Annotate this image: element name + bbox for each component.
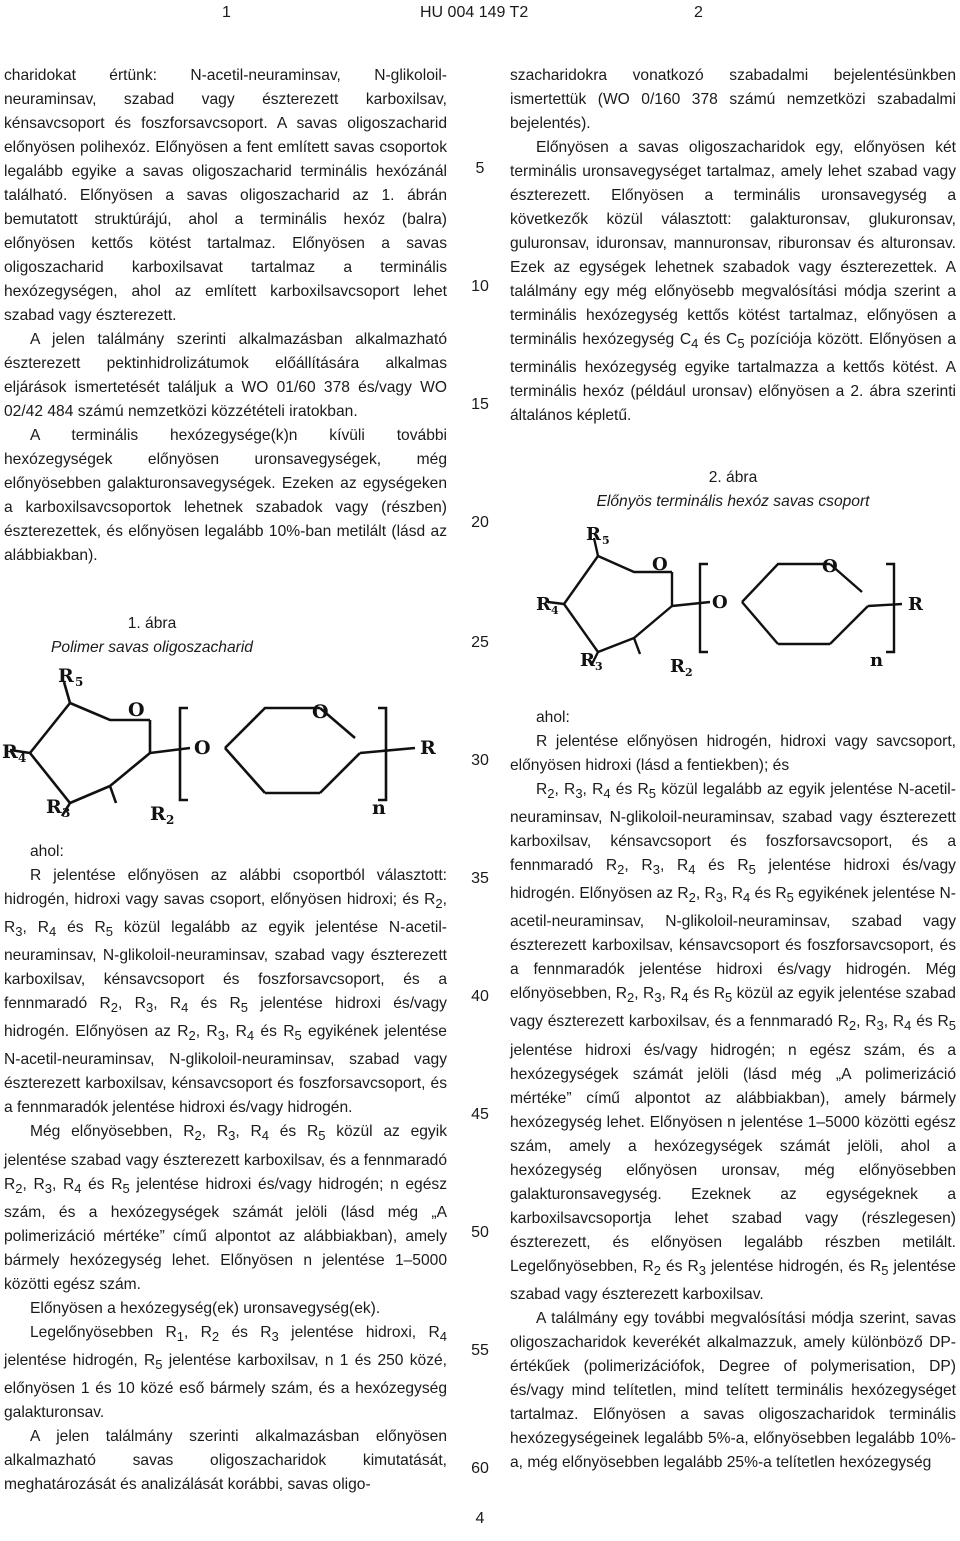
fig1-r2-subscript: 2 <box>166 813 175 827</box>
line-number-50: 50 <box>471 1224 489 1241</box>
line-number-35: 35 <box>471 870 489 887</box>
left-paragraph-4: R jelentése előnyösen az alábbi csoportból választott: hidrogén, hidroxi vagy savas csoport, előnyösen hidroxi; és $R_2$, $R_3$, $R_4$ és $R_5$ közül legalább az egyik jelentése N-acetil-neuraminsav, N-glikoloil-neuraminsav, szabad vagy észterezett karboxilsav, kénsavcsoport és foszforsavcsoport, és a fennmaradó $R_2$, $R_3$, $R_4$ és $R_5$ jelentése hidroxi és/vagy hidrogén. Előnyösen az $R_2$, $R_3$, $R_4$ és $R_5$ egyikének jelentése N-acetil-neuraminsav, N-glikoloil-neuraminsav, szabad vagy észterezett karboxilsav, kénsavcsoport és foszforsavcsoport, és a fennmaradók jelentése hidroxi és/vagy hidrogén. <box>4 867 447 1117</box>
fig2-r2-subscript: 2 <box>685 666 693 679</box>
line-number-30: 30 <box>471 752 489 769</box>
line-number-60: 60 <box>471 1460 489 1477</box>
fig2-ring-oxygen-1: O <box>652 554 668 575</box>
right-paragraph-3: R jelentése előnyösen hidrogén, hidroxi vagy savcsoport, előnyösen hidroxi (lásd a fentiekben); és <box>510 733 956 774</box>
figure-1-title: Polimer savas oligoszacharid <box>51 639 253 656</box>
figure-1-caption <box>4 612 300 660</box>
fig1-r2-label: R <box>150 803 166 825</box>
left-paragraph-3: A terminális hexózegysége(k)n kívüli további hexózegységek előnyösen uronsavegységek, még előnyösebben galakturonsavegységek. Ezeken az egységeken a karboxilsavcsoportok lehetnek szabadok vagy (részben) észterezettek, és előnyösen legalább 10%-ban metilált (lásd az alábbiakban). <box>4 427 447 564</box>
fig1-r4-label: R <box>2 741 18 763</box>
figure-2-title: Előnyös terminális hexóz savas csoport <box>596 493 870 510</box>
right-paragraph-5: A találmány egy további megvalósítási módja szerint, savas oligoszacharidok keverékét alkalmazzuk, amely különböző DP-értékűek (polimerizációfok, Degree of polymerisation, DP) és/vagy mind telítetlen, mind telített terminális hexózegységet tartalmaz. Előnyösen a savas oligoszacharidok terminális hexózegységeinek legalább 5%-a, előnyösebben legalább 10%-a, még előnyösebben legalább 25%-a telítetlen hexózegység <box>510 1309 956 1471</box>
header-document-number: HU 004 149 T2 <box>420 4 529 21</box>
fig2-r5-subscript: 5 <box>602 534 610 547</box>
right-ahol: ahol: <box>536 709 570 726</box>
line-number-55: 55 <box>471 1342 489 1359</box>
left-paragraph-5: Még előnyösebben, $R_2$, $R_3$, $R_4$ és $R_5$ közül az egyik jelentése szabad vagy észterezett karboxilsav, és a fennmaradó $R_2$, $R_3$, $R_4$ és $R_5$ jelentése hidroxi és/vagy hidrogén; n egész szám, és a hexózegységek számát jelöli (lásd még „A polimerizáció mértéke” című alpontot az alábbiakban), amely bármely hexózegység lehet. Előnyösen n jelentése 1–5000 közötti egész szám. <box>4 1123 448 1293</box>
fig1-ring-oxygen-1: O <box>128 699 145 721</box>
fig1-ring-oxygen-2: O <box>312 701 329 723</box>
fig2-r3-subscript: 3 <box>595 660 603 673</box>
left-ahol: ahol: <box>30 843 64 860</box>
fig2-r3-label: R <box>580 650 595 671</box>
header-left-page-number: 1 <box>222 4 231 21</box>
fig2-ring-oxygen-2: O <box>822 556 838 577</box>
left-paragraph-6: Előnyösen a hexózegység(ek) uronsavegység(ek). <box>30 1299 381 1317</box>
header-right-page-number: 2 <box>694 4 703 21</box>
left-paragraph-1: charidokat értünk: N-acetil-neuraminsav, N-glikoloil-neuraminsav, szabad vagy észterezett karboxilsav, kénsavcsoport és foszforsavcsoport. A savas oligoszacharid előnyösen polihexóz. Előnyösen a fent említett savas csoportok legalább egyike a savas oligoszacharid terminális hexózánál található. Előnyösen a savas oligoszacharid az 1. ábrán bemutatott struktúrájú, ahol a terminális hexóz (balra) előnyösen kettős kötést tartalmaz. Előnyösen a savas oligoszacharid karboxilsavat tartalmaz a terminális hexózegységen, ahol az említett karboxilsavcsoport lehet szabad vagy észterezett. <box>4 67 447 324</box>
figure-1-structure <box>0 668 440 833</box>
fig1-r-label: R <box>420 737 436 759</box>
left-paragraph-8: A jelen találmány szerinti alkalmazásban előnyösen alkalmazható savas oligoszacharidok kimutatását, meghatározását és analizálását korábbi, savas oligo- <box>4 1427 447 1493</box>
figure-2-number: 2. ábra <box>708 469 758 486</box>
right-paragraph-1: szacharidokra vonatkozó szabadalmi bejelentésünkben ismertettük (WO 0/160 378 számú nemzetközi szabadalmi bejelentés). <box>510 67 956 132</box>
fig2-bridge-oxygen: O <box>712 592 728 613</box>
fig1-r3-subscript: 3 <box>62 806 71 820</box>
line-number-25: 25 <box>471 634 489 651</box>
fig2-r2-label: R <box>670 656 685 677</box>
left-column <box>4 64 447 568</box>
line-number-10: 10 <box>471 278 489 295</box>
fig1-r5-label: R <box>58 668 74 687</box>
fig2-r4-label: R <box>536 594 551 615</box>
right-paragraph-4: $R_2$, $R_3$, $R_4$ és $R_5$ közül legalább az egyik jelentése N-acetil-neuraminsav, N-glikoloil-neuraminsav, szabad vagy észterezett karboxilsav, kénsavcsoport és foszforsavcsoport, és a fennmaradó $R_2$, $R_3$, $R_4$ és $R_5$ jelentése hidroxi és/vagy hidrogén. Előnyösen az $R_2$, $R_3$, $R_4$ és $R_5$ egyikének jelentése N-acetil-neuraminsav, N-glikoloil-neuraminsav, szabad vagy észterezett karboxilsav, kénsavcsoport és foszforsavcsoport, és a fennmaradók jelentése hidroxi és/vagy hidrogén. Még előnyösebben, $R_2$, $R_3$, $R_4$ és $R_5$ közül az egyik jelentése szabad vagy észterezett karboxilsav, és a fennmaradó $R_2$, $R_3$, $R_4$ és $R_5$ jelentése hidroxi és/vagy hidrogén; n egész szám, és a hexózegységek számát jelöli (lásd még „A polimerizáció mértéke” című alpontot az alábbiakban), amely bármely hexózegység lehet. Előnyösen n jelentése 1–5000 közötti egész szám, amely a hexózegységek számát jelöli, ahol a hexózegység előnyösen uronsav, még előnyösebben galakturonsavegység. Ezeknek az egységeknek a karboxilsavcsoportja lehet szabad vagy (részlegesen) észterezett, és előnyösen legalább részben metilált. Legelőnyösebben, $R_2$ és $R_3$ jelentése hidrogén, és $R_5$ jelentése szabad vagy észterezett karboxilsav. <box>510 781 956 1303</box>
line-number-5: 5 <box>475 160 485 177</box>
figure-2-structure <box>536 526 946 686</box>
fig2-r-label: R <box>908 594 923 615</box>
left-paragraph-2: A jelen találmány szerinti alkalmazásban alkalmazható észterezett pektinhidrolizátumok előállítására alkalmas eljárások ismertetését találjuk a WO 01/60 378 és/vagy WO 02/42 484 számú nemzetközi közzétételi iratokban. <box>4 331 447 420</box>
fig2-r5-label: R <box>586 526 601 545</box>
line-number-45: 45 <box>471 1106 489 1123</box>
line-number-20: 20 <box>471 514 489 531</box>
fig1-r4-subscript: 4 <box>18 751 27 765</box>
fig2-r4-subscript: 4 <box>551 604 559 617</box>
fig2-n-label: n <box>870 650 884 671</box>
line-number-40: 40 <box>471 988 489 1005</box>
right-column <box>510 64 956 428</box>
fig1-r5-subscript: 5 <box>75 675 84 689</box>
fig1-bridge-oxygen: O <box>194 737 211 759</box>
figure-1-number: 1. ábra <box>127 615 177 632</box>
right-paragraph-2: Előnyösen a savas oligoszacharidok egy, előnyösen két terminális uronsavegységet tartalmaz, amely lehet szabad vagy észterezett. Előnyösen a terminális uronsavegység a következők közül választott: galakturonsav, glukuronsav, guluronsav, iduronsav, mannuronsav, riburonsav és alturonsav. Ezek az egységek lehetnek szabadok vagy észterezettek. A találmány egy még előnyösebb megvalósítási módja szerint a terminális hexózegység kettős kötést tartalmaz, előnyösen a terminális hexózegység $C_4$ és $C_5$ pozíciója között. Előnyösen a terminális hexózegység egyike tartalmazza a kettős kötést. A terminális hexóz (például uronsav) előnyösen a 2. ábra szerinti általános képletű. <box>510 139 957 425</box>
fig1-n-label: n <box>372 797 386 819</box>
fig1-r3-label: R <box>46 796 62 818</box>
line-number-15: 15 <box>471 396 489 413</box>
right-column-lower <box>510 706 956 1475</box>
left-column-lower <box>4 840 447 1497</box>
left-paragraph-7: Legelőnyösebben $R_1$, $R_2$ és $R_3$ jelentése hidroxi, $R_4$ jelentése hidrogén, $R_5$ jelentése karboxilsav, n 1 és 250 közé, előnyösen 1 és 10 közé eső bármely szám, és a hexózegység galakturonsav. <box>4 1323 447 1421</box>
footer-page-number: 4 <box>475 1510 485 1527</box>
figure-2-caption <box>510 466 956 514</box>
